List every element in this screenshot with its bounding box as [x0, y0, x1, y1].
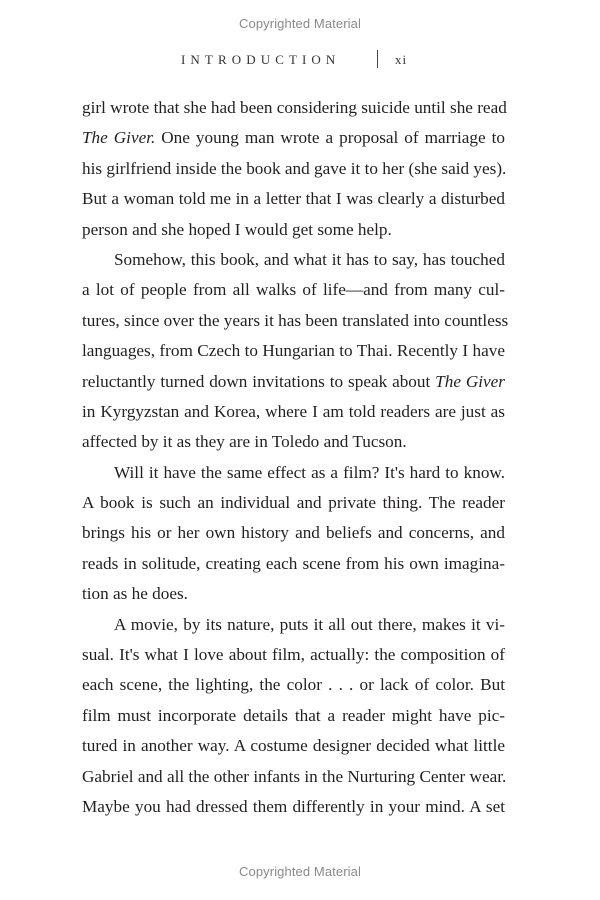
text-line: each scene, the lighting, the color . . . or lack of color. But	[82, 675, 505, 695]
text-line: Gabriel and all the other infants in the Nurturing Center wear.	[82, 766, 507, 786]
text-line: a lot of people from all walks of life—and from many cul-	[82, 280, 505, 300]
text-line: person and she hoped I would get some help.	[82, 219, 392, 239]
book-title-italic: The Giver.	[82, 128, 156, 148]
text-line: film must incorporate details that a reader might have pic-	[82, 705, 505, 725]
text-line: tures, since over the years it has been translated into countless	[82, 310, 509, 330]
text-line: his girlfriend inside the book and gave it to her (she said yes).	[82, 158, 507, 178]
text-line: brings his or her own history and beliefs and concerns, and	[82, 523, 505, 543]
copyright-watermark-top: Copyrighted Material	[239, 16, 361, 31]
text-line: Somehow, this book, and what it has to say, has touched	[114, 249, 505, 269]
running-head-title: INTRODUCTION	[181, 52, 341, 67]
text-line: reads in solitude, creating each scene from his own imagina-	[82, 553, 505, 573]
text-line: tured in another way. A costume designer decided what little	[82, 736, 505, 756]
text-line: A movie, by its nature, puts it all out there, makes it vi-	[114, 614, 505, 634]
text-line: affected by it as they are in Toledo and Tucson.	[82, 432, 407, 452]
text-line: The Giver. One young man wrote a proposal of marriage to	[82, 128, 506, 148]
text-line: But a woman told me in a letter that I was clearly a disturbed	[82, 189, 505, 209]
copyright-watermark-bottom: Copyrighted Material	[239, 864, 361, 879]
text-line: A book is such an individual and private thing. The reader	[82, 493, 505, 513]
running-head-divider	[377, 50, 378, 68]
text-line: tion as he does.	[82, 584, 188, 604]
text-line: reluctantly turned down invitations to speak about The Giver	[82, 371, 505, 391]
book-title-italic: The Giver	[435, 371, 505, 391]
running-head	[0, 50, 600, 70]
text-line: Maybe you had dressed them differently in your mind. A set	[82, 796, 505, 816]
text-line: girl wrote that she had been considering suicide until she read	[82, 98, 507, 117]
text-line: in Kyrgyzstan and Korea, where I am told readers are just as	[82, 401, 505, 421]
body-text	[82, 93, 509, 822]
text-line: sual. It's what I love about film, actually: the composition of	[82, 645, 505, 665]
text-line: languages, from Czech to Hungarian to Thai. Recently I have	[82, 341, 505, 361]
text-line: Will it have the same effect as a film? It's hard to know.	[114, 462, 505, 482]
page-number: xi	[395, 52, 408, 67]
